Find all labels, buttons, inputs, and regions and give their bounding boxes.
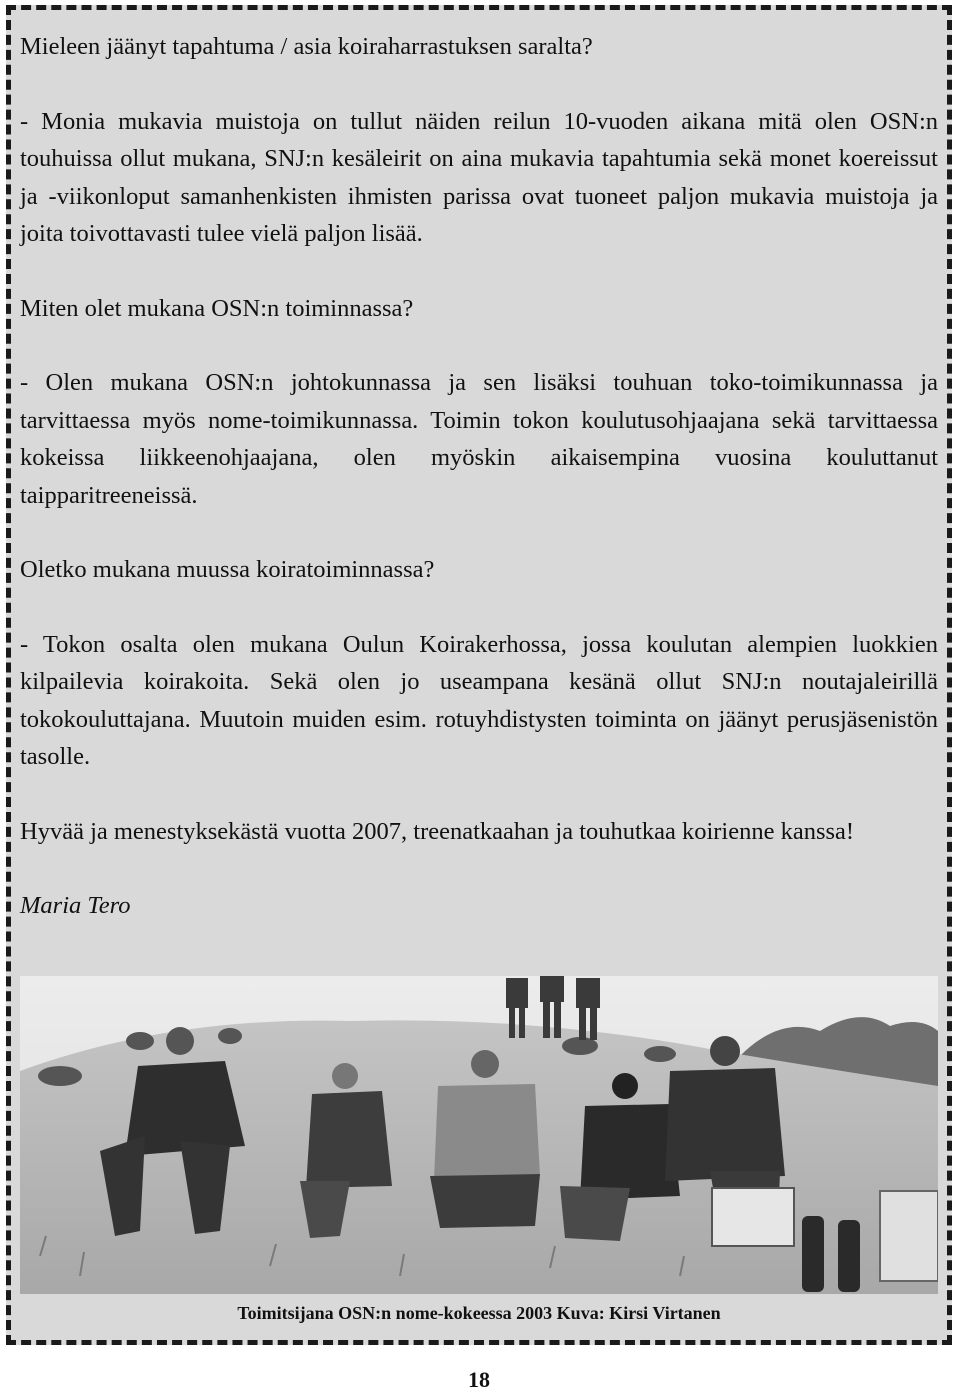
answer-memorable-event: - Monia mukavia muistoja on tullut näiden reilun 10-vuoden aikana mitä olen OSN:n touhuissa ollut mukana, SNJ:n kesäleirit on aina mukavia tapahtumia sekä monet koereissut ja -viikonloput samanhenkisten ihmisten parissa ovat tuoneet paljon mukavia muistoja ja joita toivottavasti tulee vielä paljon lisää. xyxy=(20,107,938,247)
answer-osn-involvement: - Olen mukana OSN:n johtokunnassa ja sen lisäksi touhuan toko-toimikunnassa ja tarvittaessa myös nome-toimikunnassa. Toimin tokon koulutusohjaajana sekä tarvittaessa kokeissa liikkeenohjaajana, olen myöskin aikaisempina vuosina kouluttanut taipparitreeneissä. xyxy=(20,369,938,509)
article-body xyxy=(20,28,938,925)
photo-caption: Toimitsijana OSN:n nome-kokeessa 2003 Kuva: Kirsi Virtanen xyxy=(237,1303,721,1323)
question-other-activities: Oletko mukana muussa koiratoiminnassa? xyxy=(20,556,435,583)
closing-greeting: Hyvää ja menestyksekästä vuotta 2007, treenatkaahan ja touhutkaa koirienne kanssa! xyxy=(20,817,855,845)
question-osn-involvement: Miten olet mukana OSN:n toiminnassa? xyxy=(20,294,414,322)
answer-other-activities: - Tokon osalta olen mukana Oulun Koirakerhossa, jossa koulutan alempien luokkien kilpailevia koirakoita. Sekä olen jo useampana kesänä ollut SNJ:n noutajaleirillä tokokouluttajana. Muutoin muiden esim. rotuyhdistysten toiminta on jäänyt perusjäsenistön tasolle. xyxy=(20,630,938,770)
question-memorable-event: Mieleen jäänyt tapahtuma / asia koiraharrastuksen saralta? xyxy=(20,33,593,60)
author-signature: Maria Tero xyxy=(20,892,131,919)
page-number: 18 xyxy=(468,1367,490,1392)
group-photo xyxy=(20,976,938,1294)
